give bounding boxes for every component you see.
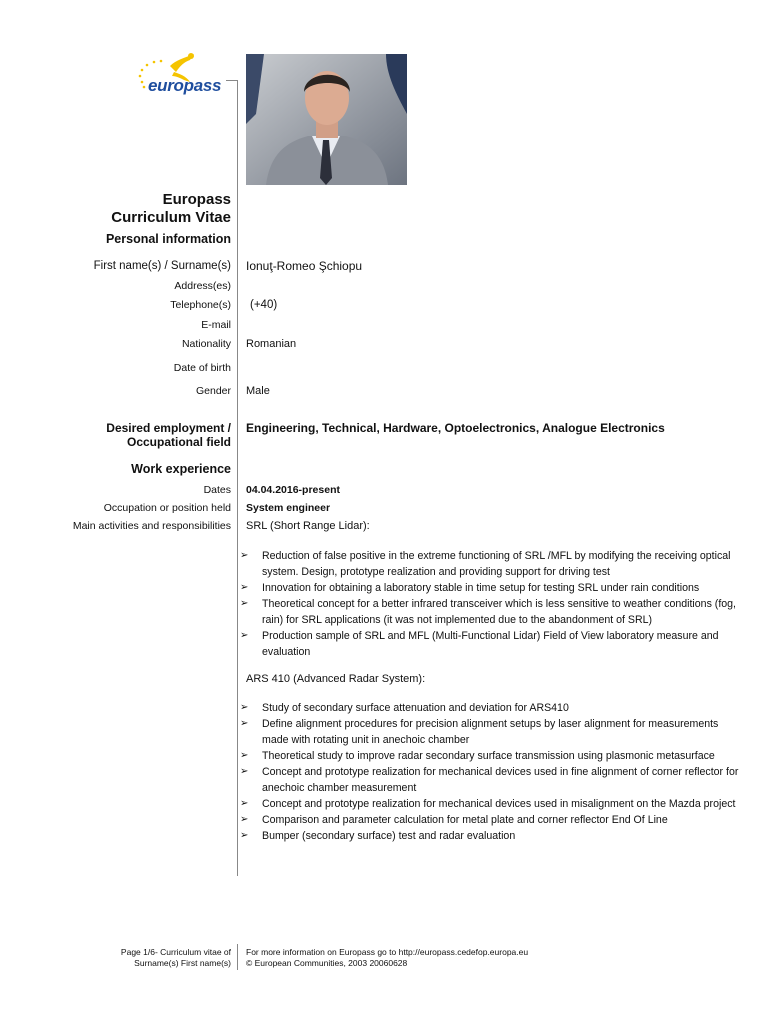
footer-page-info-2: Surname(s) First name(s) bbox=[134, 958, 231, 968]
list-item: ➢ Study of secondary surface attenuation and deviation for ARS410 bbox=[240, 700, 740, 716]
desired-employment-label-1: Desired employment / bbox=[106, 421, 231, 435]
list-item: ➢ Theoretical study to improve radar secondary surface transmission using plasmonic metasurface bbox=[240, 748, 740, 764]
gender-value: Male bbox=[246, 385, 270, 397]
ars-bullet-list bbox=[240, 700, 740, 844]
portrait-photo bbox=[246, 54, 407, 185]
list-item: ➢ Bumper (secondary surface) test and radar evaluation bbox=[240, 828, 740, 844]
work-experience-heading: Work experience bbox=[131, 462, 231, 476]
list-item: ➢ Reduction of false positive in the extreme functioning of SRL /MFL by modifying the receiving optical system. Design, prototype realization and providing support for driving test bbox=[240, 548, 740, 580]
address-label: Address(es) bbox=[174, 280, 231, 292]
logo-text: europass bbox=[148, 76, 222, 95]
portrait-illustration bbox=[246, 54, 407, 185]
cv-title-curriculum-vitae: Curriculum Vitae bbox=[111, 209, 231, 226]
email-label: E-mail bbox=[201, 319, 231, 331]
ars-title: ARS 410 (Advanced Radar System): bbox=[246, 673, 426, 685]
srl-bullet-list bbox=[240, 548, 740, 660]
list-item: ➢ Innovation for obtaining a laboratory stable in time setup for testing SRL under rain conditions bbox=[240, 580, 740, 596]
telephone-label: Telephone(s) bbox=[170, 299, 231, 311]
srl-title: SRL (Short Range Lidar): bbox=[246, 520, 370, 532]
list-item: ➢ Concept and prototype realization for mechanical devices used in misalignment on the Mazda project bbox=[240, 796, 740, 812]
nationality-value: Romanian bbox=[246, 338, 297, 350]
activities-label: Main activities and responsibilities bbox=[72, 520, 231, 532]
name-value: Ionuţ-Romeo Şchiopu bbox=[246, 259, 363, 273]
name-label: First name(s) / Surname(s) bbox=[93, 260, 231, 272]
telephone-value: (+40) bbox=[250, 299, 278, 311]
list-item: ➢ Concept and prototype realization for mechanical devices used in fine alignment of corner reflector for anechoic chamber measurement bbox=[240, 764, 740, 796]
list-item: ➢ Production sample of SRL and MFL (Multi-Functional Lidar) Field of View laboratory measure and evaluation bbox=[240, 628, 740, 660]
desired-employment-label-2: Occupational field bbox=[126, 435, 231, 449]
footer-divider bbox=[237, 944, 238, 970]
footer-copyright: © European Communities, 2003 20060628 bbox=[246, 958, 408, 968]
gender-label: Gender bbox=[195, 385, 231, 397]
list-item: ➢ Theoretical concept for a better infrared transceiver which is less sensitive to weather conditions (fog, rain) for SRL applications (it was not implemented due to the abandonment of SRL) bbox=[240, 596, 740, 628]
personal-information-heading: Personal information bbox=[105, 232, 231, 246]
cv-title-europass: Europass bbox=[162, 191, 231, 208]
desired-employment-value: Engineering, Technical, Hardware, Optoelectronics, Analogue Electronics bbox=[246, 421, 665, 435]
column-divider bbox=[237, 80, 238, 876]
dates-value: 04.04.2016-present bbox=[246, 484, 340, 496]
footer-page-info-1: Page 1/6- Curriculum vitae of bbox=[120, 947, 231, 957]
nationality-label: Nationality bbox=[181, 338, 231, 350]
occupation-label: Occupation or position held bbox=[103, 502, 231, 514]
occupation-value: System engineer bbox=[246, 502, 331, 514]
europass-logo bbox=[128, 50, 228, 102]
list-item: ➢ Comparison and parameter calculation for metal plate and corner reflector End Of Line bbox=[240, 812, 740, 828]
list-item: ➢ Define alignment procedures for precision alignment setups by laser alignment for measurements made with rotating unit in anechoic chamber bbox=[240, 716, 740, 748]
date-of-birth-label: Date of birth bbox=[173, 362, 231, 374]
dates-label: Dates bbox=[203, 484, 231, 496]
footer-more-info: For more information on Europass go to http://europass.cedefop.europa.eu bbox=[246, 947, 529, 957]
